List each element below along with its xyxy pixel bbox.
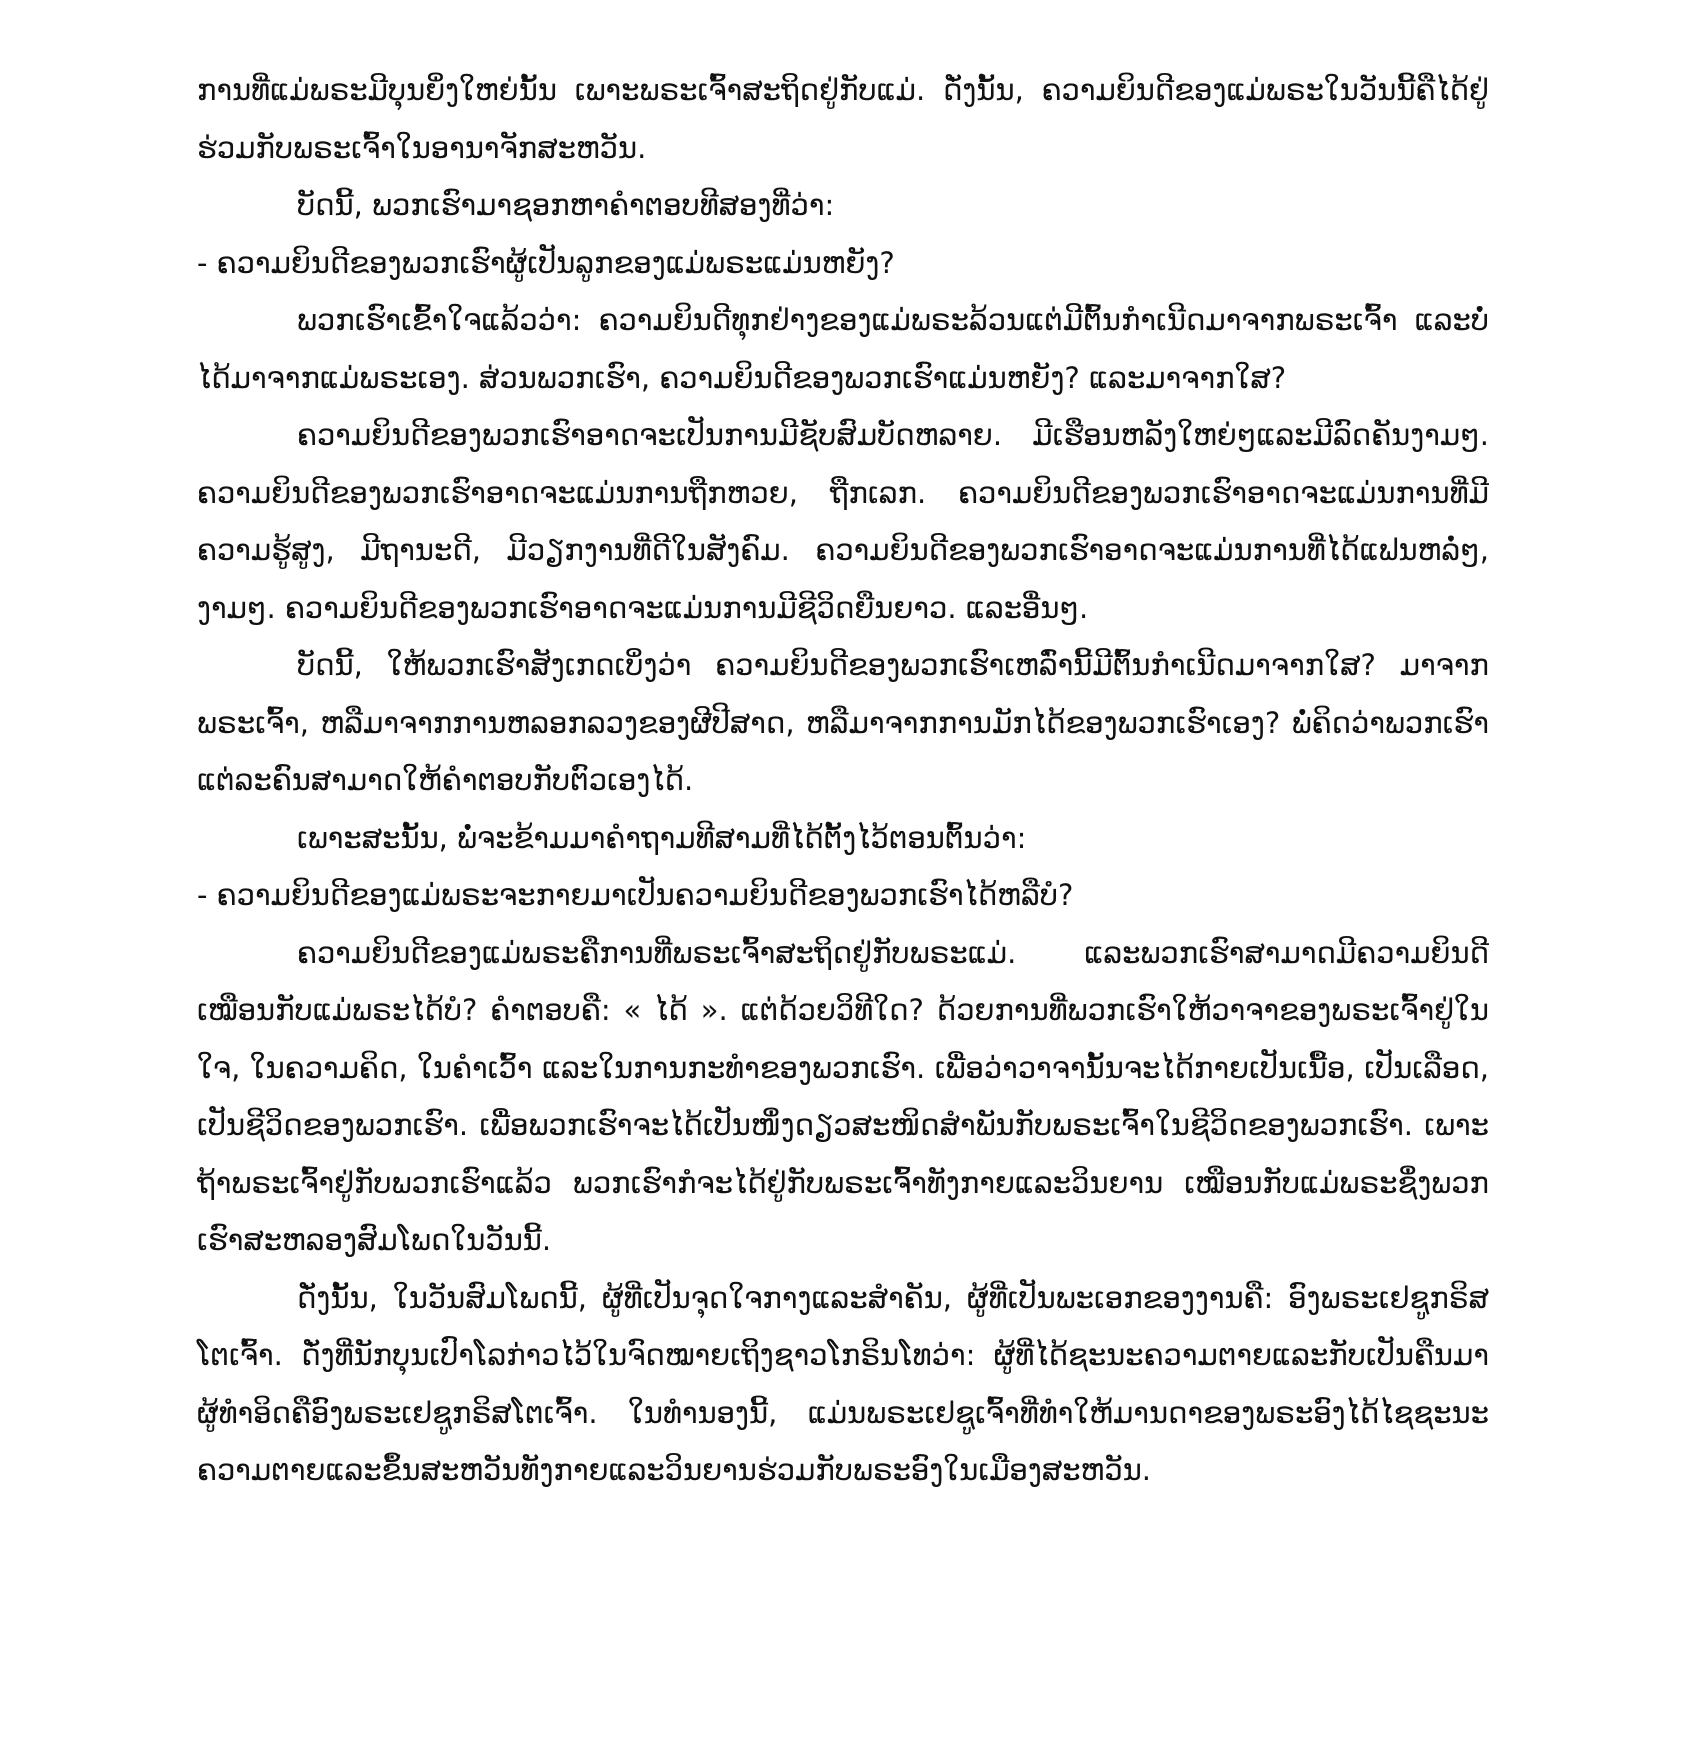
paragraph-8: ດັ່ງນັ້ນ, ໃນວັນສົມໂພດນີ້, ຜູ້ທີ່ເປັນຈຸດໃຈກາງແລະສຳຄັນ, ຜູ້ທີ່ເປັນພະເອກຂອງງານຄື: ອົງພຣະເຢຊູກຣິສໂຕເຈົ້າ. ດັ່ງທີ່ນັກບຸນເປົາໂລກ່າວໄວ້ໃນຈົດໝາຍເຖິງຊາວໂກຣິນໂທວ່າ: ຜູ້ທີ່ໄດ້ຊະນະຄວາມຕາຍແລະກັບເປັນຄືນມາຜູ້ທຳອິດຄືອົງພຣະເຢຊູກຣິສໂຕເຈົ້າ. ໃນທຳນອງນີ້, ແມ່ນພຣະເຢຊູເຈົ້າທີ່ທຳໃຫ້ມານດາຂອງພຣະອົງໄດ້ໄຊຊະນະຄວາມຕາຍແລະຂຶ້ນສະຫວັນທັງກາຍແລະວິນຍານຮ່ວມກັບພຣະອົງໃນເມືອງສະຫວັນ. bbox=[197, 1280, 1489, 1487]
paragraph-7: ຄວາມຍິນດີຂອງແມ່ພຣະຄືການທີ່ພຣະເຈົ້າສະຖິດຢູ່ກັບພຣະແມ່. ແລະພວກເຮົາສາມາດມີຄວາມຍິນດີເໝືອນກັບແມ່ພຣະໄດ້ບໍ? ຄຳຕອບຄື: « ໄດ້ ». ແຕ່ດ້ວຍວິທີໃດ? ດ້ວຍການທີ່ພວກເຮົາໃຫ້ວາຈາຂອງພຣະເຈົ້າຢູ່ໃນໃຈ, ໃນຄວາມຄິດ, ໃນຄຳເວົ້າ ແລະໃນການກະທຳຂອງພວກເຮົາ. ເພື່ອວ່າວາຈານັ້ນຈະໄດ້ກາຍເປັນເນື້ອ, ເປັນເລືອດ, ເປັນຊີວິດຂອງພວກເຮົາ. ເພື່ອພວກເຮົາຈະໄດ້ເປັນໜຶ່ງດຽວສະໜິດສຳພັນກັບພຣະເຈົ້າໃນຊີວິດຂອງພວກເຮົາ. ເພາະຖ້າພຣະເຈົ້າຢູ່ກັບພວກເຮົາແລ້ວ ພວກເຮົາກໍຈະໄດ້ຢູ່ກັບພຣະເຈົ້າທັງກາຍແລະວິນຍານ ເໝືອນກັບແມ່ພຣະຊຶ່ງພວກເຮົາສະຫລອງສົມໂພດໃນວັນນີ້. bbox=[197, 935, 1489, 1257]
question-3-item: - ຄວາມຍິນດີຂອງແມ່ພຣະຈະກາຍມາເປັນຄວາມຍິນດີຂອງພວກເຮົາໄດ້ຫລືບໍ? bbox=[197, 878, 1074, 912]
paragraph-6: ເພາະສະນັ້ນ, ພໍ່ຈະຂ້າມມາຄຳຖາມທີສາມທີ່ໄດ້ຕັ້ງໄວ້ຕອນຕົ້ນວ່າ: bbox=[297, 820, 1027, 855]
paragraph-1: ການທີ່ແມ່ພຣະມີບຸນຍິ່ງໃຫຍ່ນັ້ນ ເພາະພຣະເຈົ້າສະຖິດຢູ່ກັບແມ່. ດັ່ງນັ້ນ, ຄວາມຍິນດີຂອງແມ່ພຣະໃນວັນນີ້ຄືໄດ້ຢູ່ຮ່ວມກັບພຣະເຈົ້າໃນອານາຈັກສະຫວັນ. bbox=[197, 73, 1489, 165]
question-2-item: - ຄວາມຍິນດີຂອງພວກເຮົາຜູ້ເປັນລູກຂອງແມ່ພຣະແມ່ນຫຍັງ? bbox=[197, 245, 895, 280]
paragraph-2: ບັດນີ້, ພວກເຮົາມາຊອກຫາຄຳຕອບທີສອງທີ່ວ່າ: bbox=[297, 188, 835, 222]
paragraph-5: ບັດນີ້, ໃຫ້ພວກເຮົາສັງເກດເບິ່ງວ່າ ຄວາມຍິນດີຂອງພວກເຮົາເຫລົ່ານີ້ມີຕົ້ນກຳເນີດມາຈາກໃສ? ມາຈາກພຣະເຈົ້າ, ຫລືມາຈາກການຫລອກລວງຂອງຜີປີສາດ, ຫລືມາຈາກການມັກໄດ້ຂອງພວກເຮົາເອງ? ພໍ່ຄິດວ່າພວກເຮົາແຕ່ລະຄົນສາມາດໃຫ້ຄຳຕອບກັບຕົວເອງໄດ້. bbox=[197, 648, 1489, 797]
paragraph-4: ຄວາມຍິນດີຂອງພວກເຮົາອາດຈະເປັນການມີຊັບສົມບັດຫລາຍ. ມີເຮືອນຫລັງໃຫຍ່ໆແລະມີລົດຄັນງາມໆ. ຄວາມຍິນດີຂອງພວກເຮົາອາດຈະແມ່ນການຖືກຫວຍ, ຖືກເລກ. ຄວາມຍິນດີຂອງພວກເຮົາອາດຈະແມ່ນການທີ່ມີຄວາມຮູ້ສູງ, ມີຖານະດີ, ມີວຽກງານທີ່ດີໃນສັງຄົມ. ຄວາມຍິນດີຂອງພວກເຮົາອາດຈະແມ່ນການທີ່ໄດ້ແຟນຫລໍ່ໆ, ງາມໆ. ຄວາມຍິນດີຂອງພວກເຮົາອາດຈະແມ່ນການມີຊີວິດຍືນຍາວ. ແລະອື່ນໆ. bbox=[197, 418, 1489, 625]
document-body bbox=[197, 62, 1489, 1500]
paragraph-3: ພວກເຮົາເຂົ້າໃຈແລ້ວວ່າ: ຄວາມຍິນດີທຸກຢ່າງຂອງແມ່ພຣະລ້ວນແຕ່ມີຕົ້ນກຳເນີດມາຈາກພຣະເຈົ້າ ແລະບໍ່ໄດ້ມາຈາກແມ່ພຣະເອງ. ສ່ວນພວກເຮົາ, ຄວາມຍິນດີຂອງພວກເຮົາແມ່ນຫຍັງ? ແລະມາຈາກໃສ? bbox=[197, 303, 1489, 395]
